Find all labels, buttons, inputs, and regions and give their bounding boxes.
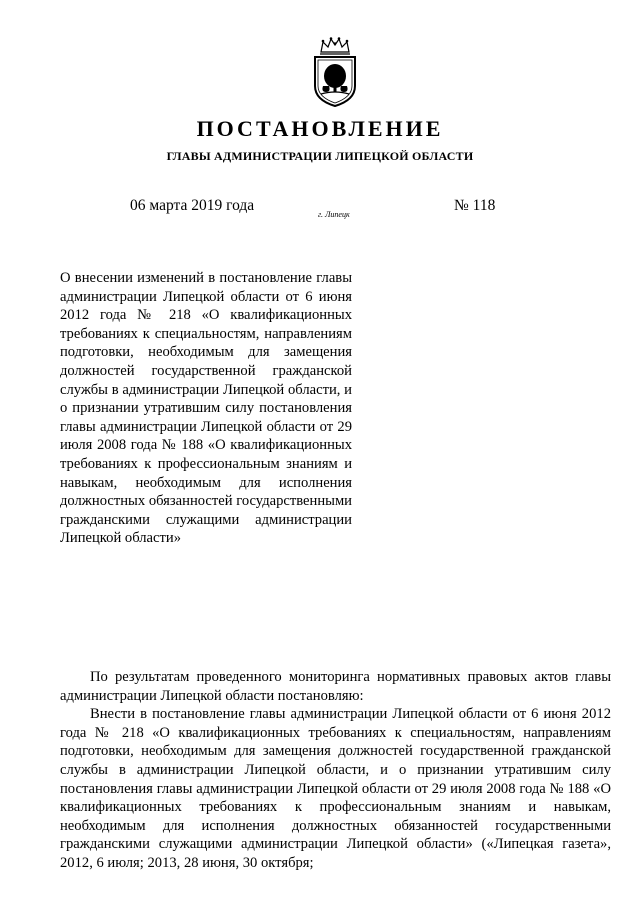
document-date: 06 марта 2019 года bbox=[130, 197, 255, 214]
document-number: № 118 bbox=[454, 197, 496, 214]
coat-of-arms-icon bbox=[307, 36, 363, 108]
document-city: г. Липецк bbox=[318, 210, 350, 219]
document-body bbox=[60, 668, 611, 873]
body-paragraph: Внести в постановление главы администрации Липецкой области от 6 июня 2012 года № 218 «О квалификационных требованиях к специальностям, направлениям подготовки, необходимым для замещения должностей государственной гражданской службы в администрации Липецкой области, и о признании утратившим силу постановления главы администрации Липецкой области от 29 июля 2008 года № 188 «О квалификационных требованиях к профессиональным знаниям и навыкам, необходимым для исполнения должностных обязанностей государственными гражданскими служащими администрации Липецкой области» («Липецкая газета», 2012, 6 июля; 2013, 28 июня, 30 октября; bbox=[60, 706, 611, 871]
body-paragraph: По результатам проведенного мониторинга нормативных правовых актов главы администрации Липецкой области постановляю: bbox=[60, 669, 611, 704]
document-title: ПОСТАНОВЛЕНИЕ bbox=[196, 116, 444, 141]
document-subject: О внесении изменений в постановление главы администрации Липецкой области от 6 июня 2012 года № 218 «О квалификационных требованиях к специальностям, направлениям подготовки, необходимым для замещения должностей государственной гражданской службы в администрации Липецкой области, и о признании утратившим силу постановления главы администрации Липецкой области от 29 июля 2008 года № 188 «О квалификационных требованиях к профессиональным знаниям и навыкам, необходимым для исполнения должностных обязанностей государственными гражданскими служащими администрации Липецкой области» bbox=[60, 270, 352, 547]
document-subtitle: ГЛАВЫ АДМИНИСТРАЦИИ ЛИПЕЦКОЙ ОБЛАСТИ bbox=[166, 149, 474, 163]
